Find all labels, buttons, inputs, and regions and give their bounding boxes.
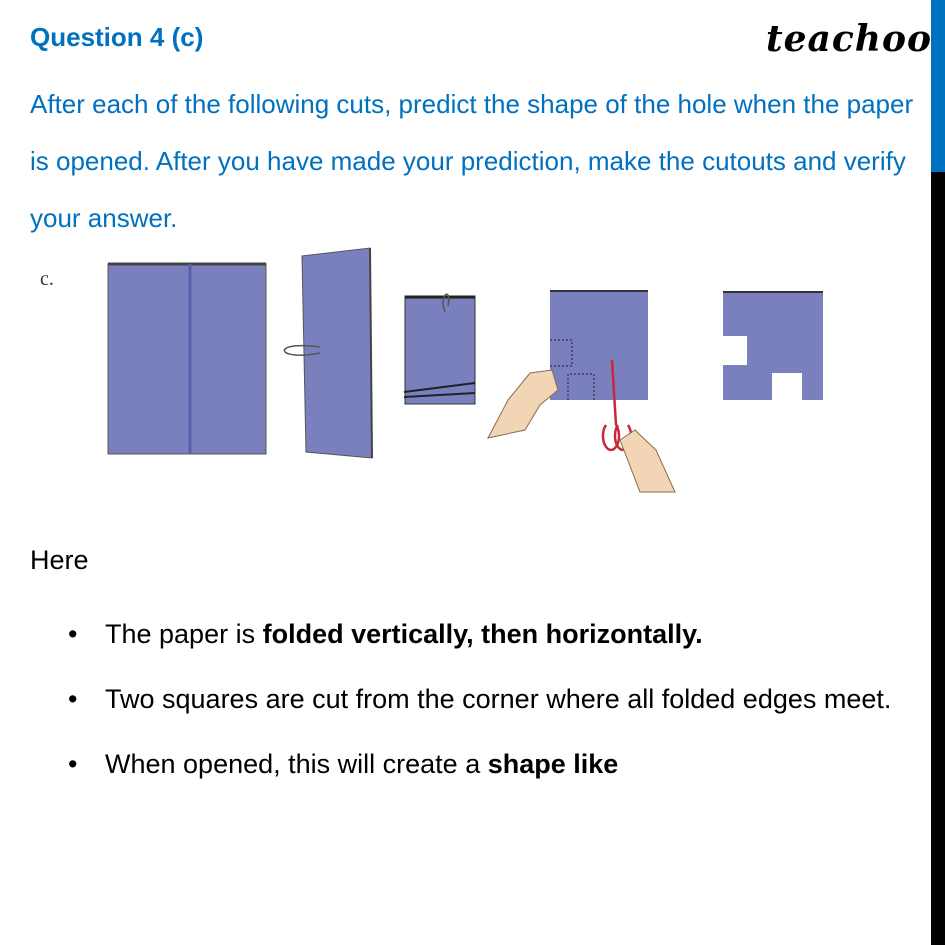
bullet-bold-text: folded vertically, then horizontally. <box>262 619 703 649</box>
figure-label: c. <box>40 268 54 290</box>
vertically-folded-sheet <box>284 248 372 458</box>
explanation-bullets <box>68 606 908 801</box>
horizontally-folded-sheet <box>404 294 475 404</box>
unfolded-sheet <box>108 264 266 454</box>
teachoo-logo: teachoo <box>766 18 932 60</box>
bullet-text: When opened, this will create a <box>105 749 488 779</box>
bullet-text: Two squares are cut from the corner where all folded edges meet. <box>105 684 892 714</box>
question-title: Question 4 (c) <box>30 22 204 52</box>
opened-result-shape <box>723 291 823 400</box>
bullet-text: The paper is <box>105 619 263 649</box>
bullet-item <box>68 606 908 662</box>
hand-icon <box>488 370 558 438</box>
bullet-item <box>68 671 908 727</box>
bullet-item <box>68 736 908 792</box>
cutting-sheet <box>488 290 675 492</box>
paper-folding-figure <box>20 240 900 500</box>
bullet-bold-text: shape like <box>487 749 619 779</box>
side-dark-bar <box>931 172 945 945</box>
explanation-intro: Here <box>30 545 89 575</box>
question-text: After each of the following cuts, predict the shape of the hole when the paper is opened. After you have made your prediction, make the cutouts and verify your answer. <box>30 89 914 233</box>
side-accent-bar <box>931 0 945 172</box>
